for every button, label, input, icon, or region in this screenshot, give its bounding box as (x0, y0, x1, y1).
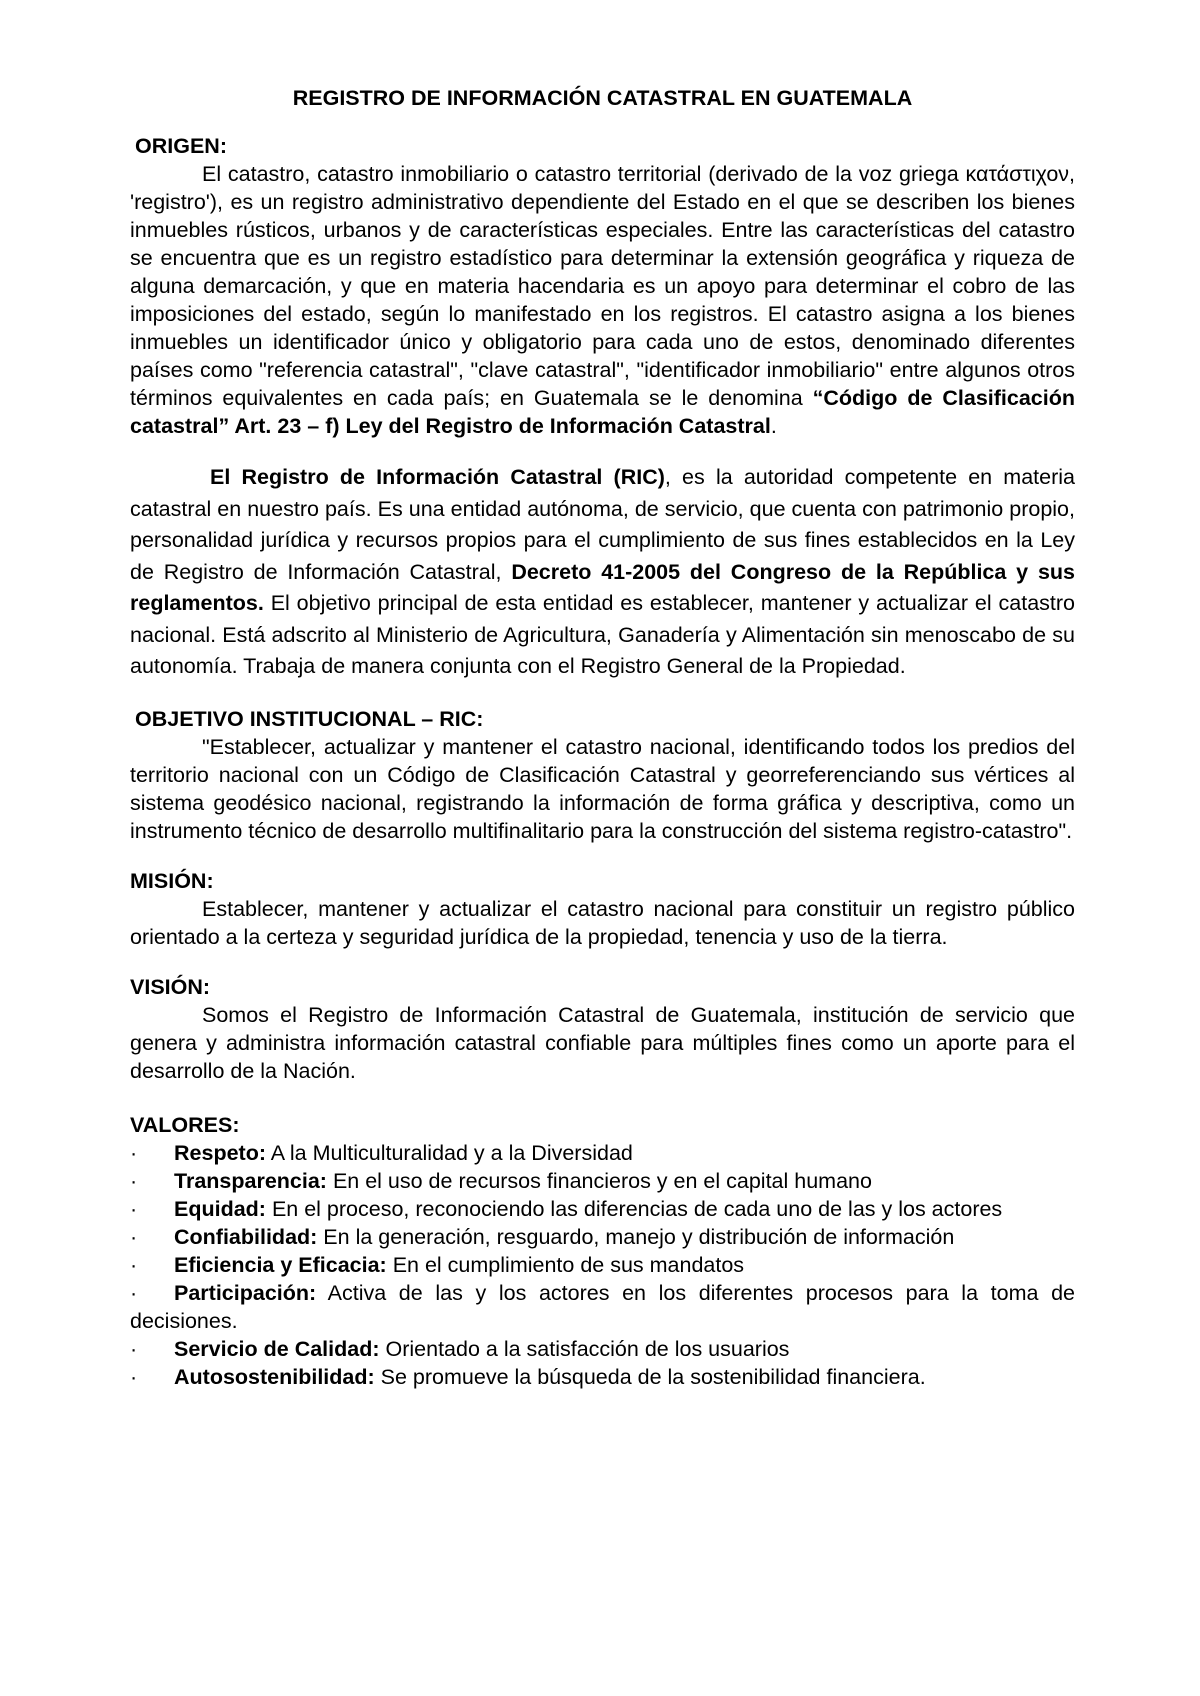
valores-term: Confiabilidad: (174, 1224, 318, 1249)
valores-item (130, 1139, 1075, 1167)
mision-heading: MISIÓN: (130, 868, 214, 893)
bullet-icon: · (130, 1224, 138, 1249)
origen-bold-reference: “Código de Clasificación catastral” Art. 23 – f) Ley del Registro de Información Catastral (130, 386, 1075, 438)
origen-heading: ORIGEN: (135, 134, 227, 158)
valores-desc: En el cumplimiento de sus mandatos (386, 1252, 745, 1277)
vision-heading: VISIÓN: (130, 974, 211, 999)
bullet-icon: · (130, 1196, 138, 1221)
valores-desc: Se promueve la búsqueda de la sostenibilidad financiera. (374, 1364, 926, 1389)
valores-desc: Activa de las y los actores en los diferentes procesos para la toma de decisiones. (130, 1280, 1075, 1333)
ric-paragraph (130, 462, 1075, 683)
valores-term: Participación: (174, 1280, 317, 1305)
origen-end: . (770, 414, 777, 438)
objetivo-paragraph: "Establecer, actualizar y mantener el catastro nacional, identificando todos los predios del territorio nacional con un Código de Clasificación Catastral y georreferenciando sus vértices al sistema geodésico nacional, registrando la información de forma gráfica y descriptiva, como un instrumento técnico de desarrollo multifinalitario para la construcción del sistema registro-catastro". (130, 734, 1075, 843)
valores-desc: A la Multiculturalidad y a la Diversidad (265, 1140, 633, 1165)
valores-term: Autosostenibilidad: (174, 1364, 375, 1389)
valores-item (130, 1195, 1075, 1223)
valores-term: Servicio de Calidad: (174, 1336, 380, 1361)
bullet-icon: · (130, 1280, 138, 1305)
valores-desc: En el proceso, reconociendo las diferencias de cada uno de las y los actores (265, 1196, 1003, 1221)
ric-text-1: , es la autoridad competente en materia catastral en nuestro país. Es una entidad autónoma, de servicio, que cuenta con patrimonio propio, personalidad jurídica y recursos propios para el cumplimiento de sus fines establecidos en la Ley de Registro de Información Catastral, (130, 465, 1075, 584)
ric-bold-name: El Registro de Información Catastral (RIC) (210, 465, 665, 489)
bullet-icon: · (130, 1252, 138, 1277)
ric-text-2: El objetivo principal de esta entidad es establecer, mantener y actualizar el catastro nacional. Está adscrito al Ministerio de Agricultura, Ganadería y Alimentación sin menoscabo de su autonomía. Trabaja de manera conjunta con el Registro General de la Propiedad. (130, 591, 1075, 678)
mision-paragraph: Establecer, mantener y actualizar el catastro nacional para constituir un registro público orientado a la certeza y seguridad jurídica de la propiedad, tenencia y uso de la tierra. (130, 896, 1075, 949)
ric-bold-decree: Decreto 41-2005 del Congreso de la República y sus reglamentos. (130, 559, 1075, 615)
valores-desc: Orientado a la satisfacción de los usuarios (379, 1336, 790, 1361)
valores-desc: En la generación, resguardo, manejo y distribución de información (317, 1224, 955, 1249)
origen-text: El catastro, catastro inmobiliario o catastro territorial (derivado de la voz griega κατάστιχον, 'registro'), es un registro administrativo dependiente del Estado en el que se describen los bienes inmuebles rústicos, urbanos y de características especiales. Entre las características del catastro se encuentra que es un registro estadístico para determinar la extensión geográfica y riqueza de alguna demarcación, y que en materia hacendaria es un apoyo para determinar el cobro de las imposiciones del estado, según lo manifestado en los registros. El catastro asigna a los bienes inmuebles un identificador único y obligatorio para cada uno de estos, denominado diferentes países como "referencia catastral", "clave catastral", "identificador inmobiliario" entre algunos otros términos equivalentes en cada país; en Guatemala se le denomina (130, 162, 1075, 410)
valores-heading: VALORES: (130, 1112, 240, 1137)
bullet-icon: · (130, 1336, 138, 1361)
vision-paragraph: Somos el Registro de Información Catastral de Guatemala, institución de servicio que genera y administra información catastral confiable para múltiples fines como un aporte para el desarrollo de la Nación. (130, 1002, 1075, 1083)
bullet-icon: · (130, 1168, 138, 1193)
valores-item (130, 1335, 1075, 1363)
valores-term: Respeto: (174, 1140, 266, 1165)
valores-item (130, 1251, 1075, 1279)
valores-item (130, 1223, 1075, 1251)
valores-list (130, 1139, 1075, 1391)
valores-term: Equidad: (174, 1196, 266, 1221)
valores-item (130, 1167, 1075, 1195)
document-page (130, 84, 1075, 1391)
origen-paragraph (130, 160, 1075, 440)
valores-desc: En el uso de recursos financieros y en el capital humano (326, 1168, 872, 1193)
valores-term: Eficiencia y Eficacia: (174, 1252, 387, 1277)
valores-item (130, 1363, 1075, 1391)
valores-term: Transparencia: (174, 1168, 327, 1193)
valores-item (130, 1279, 1075, 1335)
bullet-icon: · (130, 1364, 138, 1389)
objetivo-heading: OBJETIVO INSTITUCIONAL – RIC: (135, 706, 484, 731)
document-title: REGISTRO DE INFORMACIÓN CATASTRAL EN GUATEMALA (292, 86, 913, 110)
bullet-icon: · (130, 1140, 138, 1165)
